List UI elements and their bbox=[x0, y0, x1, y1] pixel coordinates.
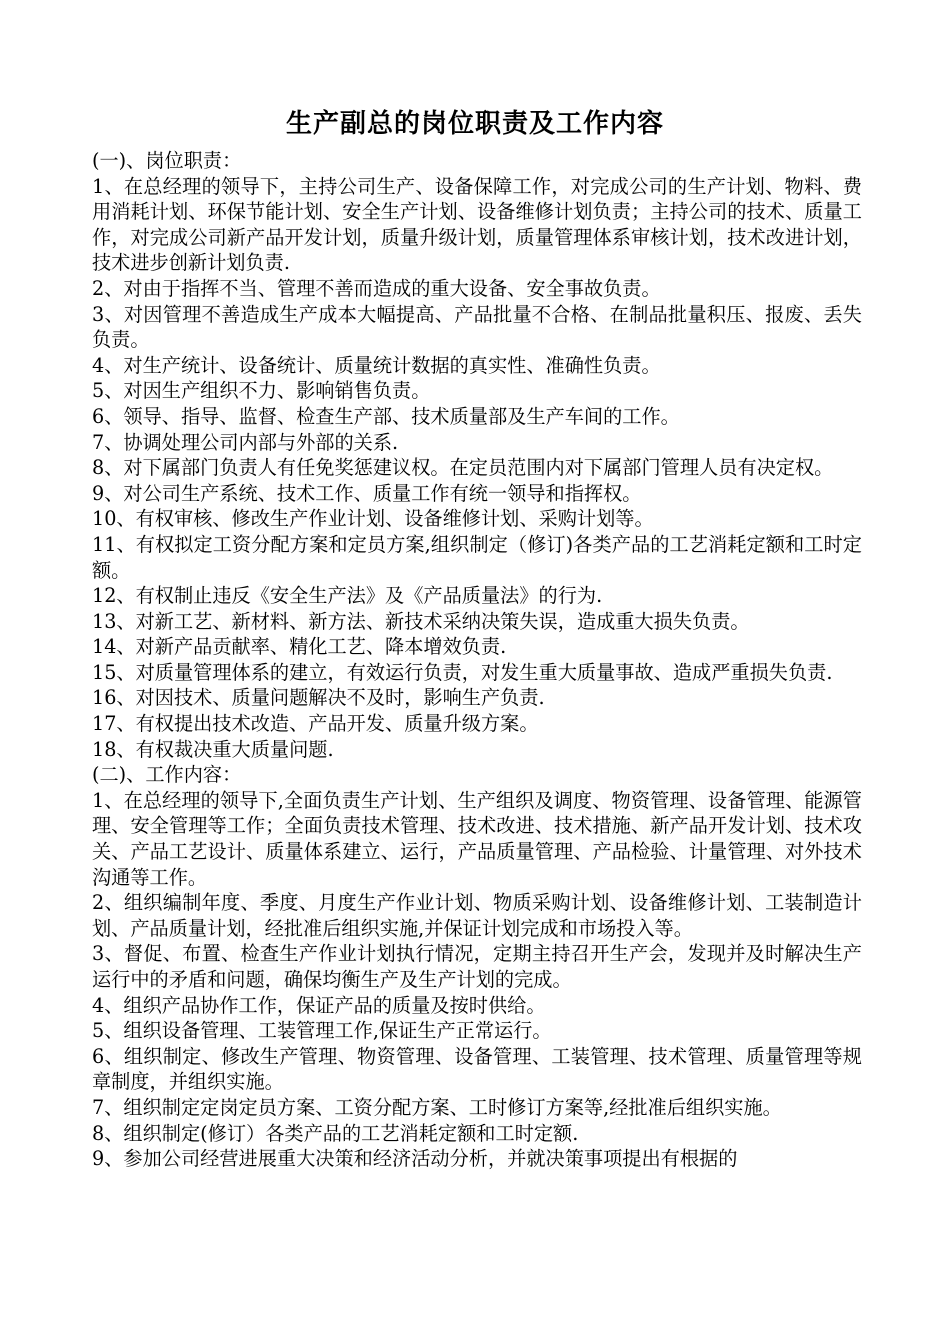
duty-item: 7、协调处理公司内部与外部的关系. bbox=[92, 430, 399, 454]
duty-item: 5、对因生产组织不力、影响销售负责。 bbox=[92, 379, 431, 403]
section-heading: (一)、岗位职责： bbox=[92, 149, 242, 172]
duty-item: 14、对新产品贡献率、精化工艺、降本增效负责. bbox=[92, 635, 507, 659]
section-heading: (二)、工作内容： bbox=[92, 763, 242, 787]
duty-item: 16、对因技术、质量问题解决不及时，影响生产负责. bbox=[92, 686, 545, 710]
duty-item: 13、对新工艺、新材料、新方法、新技术采纳决策失误，造成重大损失负责。 bbox=[92, 609, 750, 633]
work-item: 8、组织制定(修订）各类产品的工艺消耗定额和工时定额. bbox=[92, 1121, 579, 1145]
duty-item: 4、对生产统计、设备统计、质量统计数据的真实性、准确性负责。 bbox=[92, 353, 661, 377]
work-item: 5、组织设备管理、工装管理工作,保证生产正常运行。 bbox=[92, 1019, 552, 1043]
duty-item: 1、在总经理的领导下，主持公司生产、设备保障工作，对完成公司的生产计划、物料、费用消耗计划、环保节能计划、安全生产计划、设备维修计划负责；主持公司的技术、质量工作，对完成公司新产品开发计划，质量升级计划，质量管理体系审核计划，技术改进计划，技术进步创新计划负责. bbox=[92, 174, 862, 275]
duty-item: 12、有权制止违反《安全生产法》及《产品质量法》的行为. bbox=[92, 584, 603, 608]
work-item: 9、参加公司经营进展重大决策和经济活动分析，并就决策事项提出有根据的 bbox=[92, 1147, 738, 1171]
duty-item: 6、领导、指导、监督、检查生产部、技术质量部及生产车间的工作。 bbox=[92, 404, 680, 428]
work-item: 4、组织产品协作工作，保证产品的质量及按时供给。 bbox=[92, 993, 546, 1017]
duty-item: 15、对质量管理体系的建立，有效运行负责，对发生重大质量事故、造成严重损失负责. bbox=[92, 660, 833, 684]
duty-item: 11、有权拟定工资分配方案和定员方案,组织制定（修订)各类产品的工艺消耗定额和工时定额。 bbox=[92, 532, 862, 582]
duty-item: 17、有权提出技术改造、产品开发、质量升级方案。 bbox=[92, 712, 539, 736]
duty-item: 9、对公司生产系统、技术工作、质量工作有统一领导和指挥权。 bbox=[92, 481, 642, 505]
work-item: 6、组织制定、修改生产管理、物资管理、设备管理、工装管理、技术管理、质量管理等规章制度，并组织实施。 bbox=[92, 1044, 862, 1094]
duty-item: 10、有权审核、修改生产作业计划、设备维修计划、采购计划等。 bbox=[92, 507, 654, 531]
duty-item: 8、对下属部门负责人有任免奖惩建议权。在定员范围内对下属部门管理人员有决定权。 bbox=[92, 456, 834, 480]
work-item: 3、督促、布置、检查生产作业计划执行情况，定期主持召开生产会，发现并及时解决生产运行中的矛盾和问题，确保均衡生产及生产计划的完成。 bbox=[92, 942, 862, 991]
document-body bbox=[92, 148, 862, 1172]
duty-item: 3、对因管理不善造成生产成本大幅提高、产品批量不合格、在制品批量积压、报废、丢失负责。 bbox=[92, 302, 862, 352]
work-item: 1、在总经理的领导下,全面负责生产计划、生产组织及调度、物资管理、设备管理、能源管理、安全管理等工作；全面负责技术管理、技术改进、技术措施、新产品开发计划、技术攻关、产品工艺设计、质量体系建立、运行，产品质量管理、产品检验、计量管理、对外技术沟通等工作。 bbox=[92, 788, 862, 889]
duty-item: 2、对由于指挥不当、管理不善而造成的重大设备、安全事故负责。 bbox=[92, 276, 661, 300]
work-item: 2、组织编制年度、季度、月度生产作业计划、物质采购计划、设备维修计划、工装制造计划、产品质量计划，经批准后组织实施,并保证计划完成和市场投入等。 bbox=[92, 891, 862, 940]
work-item: 7、组织制定定岗定员方案、工资分配方案、工时修订方案等,经批准后组织实施。 bbox=[92, 1095, 782, 1119]
duty-item: 18、有权裁决重大质量问题. bbox=[92, 737, 334, 761]
document-title: 生产副总的岗位职责及工作内容 bbox=[285, 109, 664, 139]
